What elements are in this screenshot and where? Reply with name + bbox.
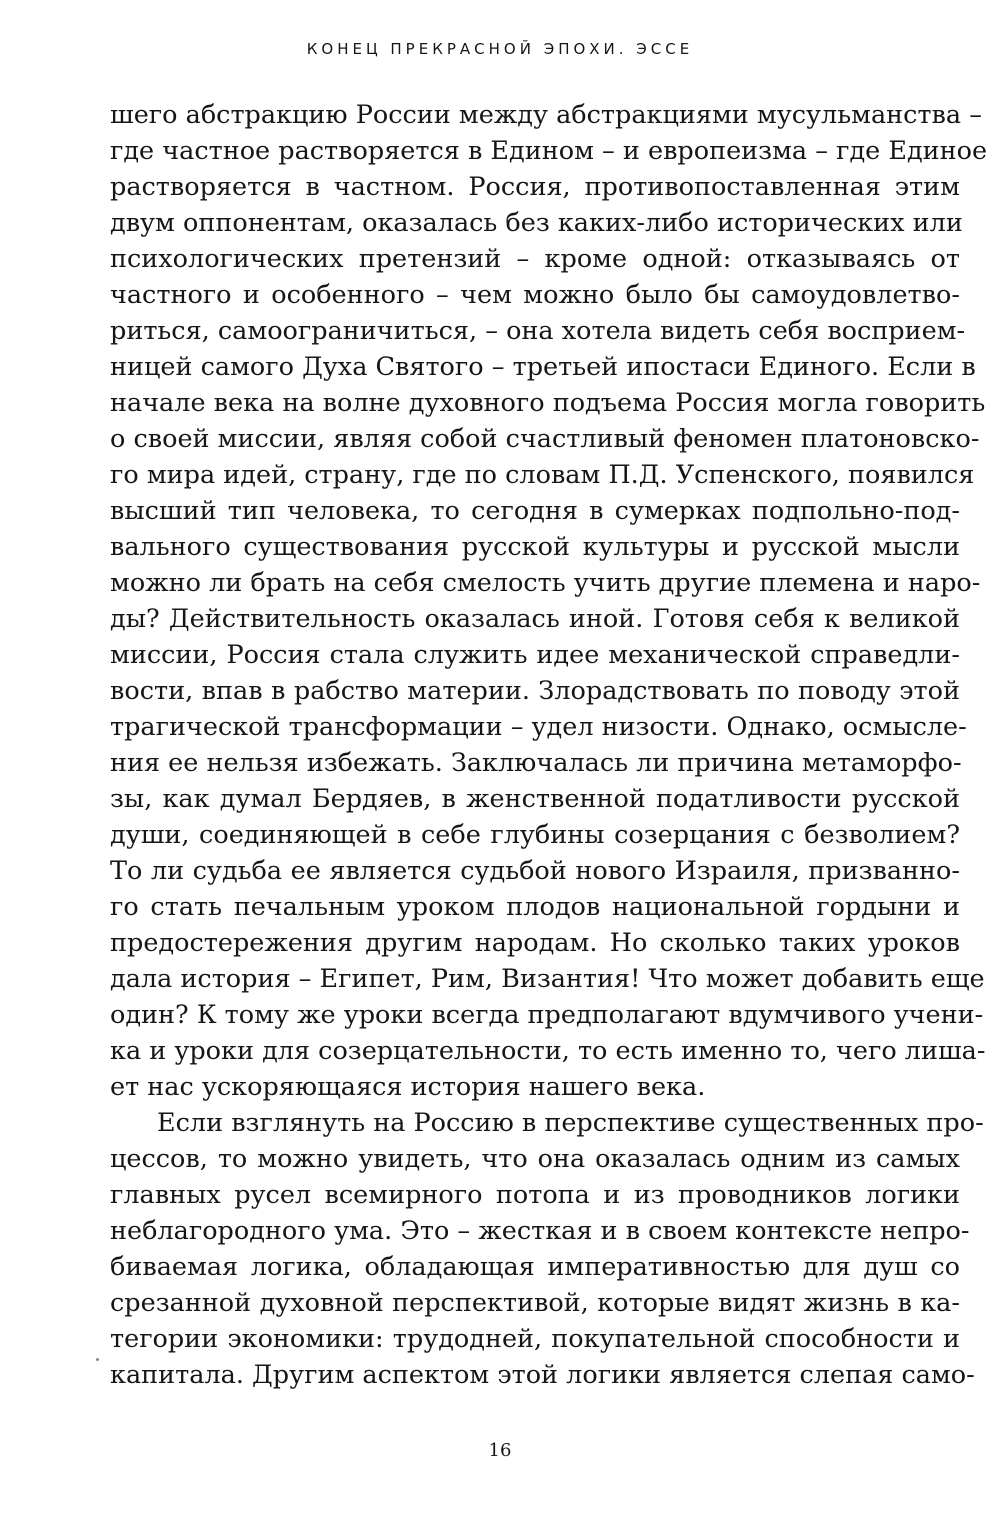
- text-line: тегории экономики: трудодней, покупательной способности и: [110, 1324, 960, 1354]
- text-line: цессов, то можно увидеть, что она оказалась одним из самых: [110, 1144, 960, 1174]
- text-line: риться, самоограничиться, – она хотела видеть себя восприем-: [110, 316, 966, 346]
- page-number: 16: [488, 1440, 512, 1461]
- text-line: дала история – Египет, Рим, Византия! Что может добавить еще: [110, 964, 985, 994]
- body-text: [110, 97, 988, 1393]
- text-line: шего абстракцию России между абстракциями мусульманства –: [110, 100, 982, 130]
- text-line: миссии, Россия стала служить идее механической справедли-: [110, 640, 960, 670]
- text-line: Если взглянуть на Россию в перспективе существенных про-: [157, 1108, 984, 1138]
- text-line: души, соединяющей в себе глубины созерцания с безволием?: [110, 820, 960, 850]
- text-line: ницей самого Духа Святого – третьей ипостаси Единого. Если в: [110, 352, 976, 382]
- text-line: го стать печальным уроком плодов национальной гордыни и: [110, 892, 960, 922]
- text-line: один? К тому же уроки всегда предполагают вдумчивого учени-: [110, 1000, 984, 1030]
- text-line: предостережения другим народам. Но сколько таких уроков: [110, 928, 960, 958]
- text-line: ды? Действительность оказалась иной. Готовя себя к великой: [110, 604, 960, 634]
- text-line: срезанной духовной перспективой, которые видят жизнь в ка-: [110, 1288, 960, 1318]
- text-line: го мира идей, страну, где по словам П.Д. Успенского, появился: [110, 460, 975, 490]
- scan-speck: [96, 1358, 99, 1361]
- paragraph-1: [110, 97, 988, 1105]
- text-line: двум оппонентам, оказалась без каких-либо исторических или: [110, 208, 963, 238]
- text-line: капитала. Другим аспектом этой логики является слепая само-: [110, 1360, 975, 1390]
- text-line: растворяется в частном. Россия, противопоставленная этим: [110, 172, 960, 202]
- text-line: о своей миссии, являя собой счастливый феномен платоновско-: [110, 424, 980, 454]
- text-line: психологических претензий – кроме одной: отказываясь от: [110, 244, 960, 274]
- text-line: высший тип человека, то сегодня в сумерках подпольно-под-: [110, 496, 960, 526]
- running-header: КОНЕЦ ПРЕКРАСНОЙ ЭПОХИ. ЭССЕ: [306, 40, 694, 58]
- text-line: вости, впав в рабство материи. Злорадствовать по поводу этой: [110, 676, 960, 706]
- text-line: главных русел всемирного потопа и из проводников логики: [110, 1180, 960, 1210]
- paragraph-2: [110, 1105, 984, 1393]
- text-line: где частное растворяется в Едином – и европеизма – где Единое: [110, 136, 988, 166]
- text-line: зы, как думал Бердяев, в женственной податливости русской: [110, 784, 960, 814]
- text-line: биваемая логика, обладающая императивностью для душ со: [110, 1252, 960, 1282]
- text-line: начале века на волне духовного подъема Россия могла говорить: [110, 388, 986, 418]
- text-line: ет нас ускоряющаяся история нашего века.: [110, 1072, 706, 1102]
- text-line: можно ли брать на себя смелость учить другие племена и наро-: [110, 568, 981, 598]
- text-line: трагической трансформации – удел низости. Однако, осмысле-: [110, 712, 967, 742]
- text-line: ния ее нельзя избежать. Заключалась ли причина метаморфо-: [110, 748, 962, 778]
- text-line: ка и уроки для созерцательности, то есть именно то, чего лиша-: [110, 1036, 986, 1066]
- text-line: частного и особенного – чем можно было бы самоудовлетво-: [110, 280, 960, 310]
- text-line: неблагородного ума. Это – жесткая и в своем контексте непро-: [110, 1216, 970, 1246]
- text-line: То ли судьба ее является судьбой нового Израиля, призванно-: [110, 856, 960, 886]
- text-line: вального существования русской культуры и русской мысли: [110, 532, 960, 562]
